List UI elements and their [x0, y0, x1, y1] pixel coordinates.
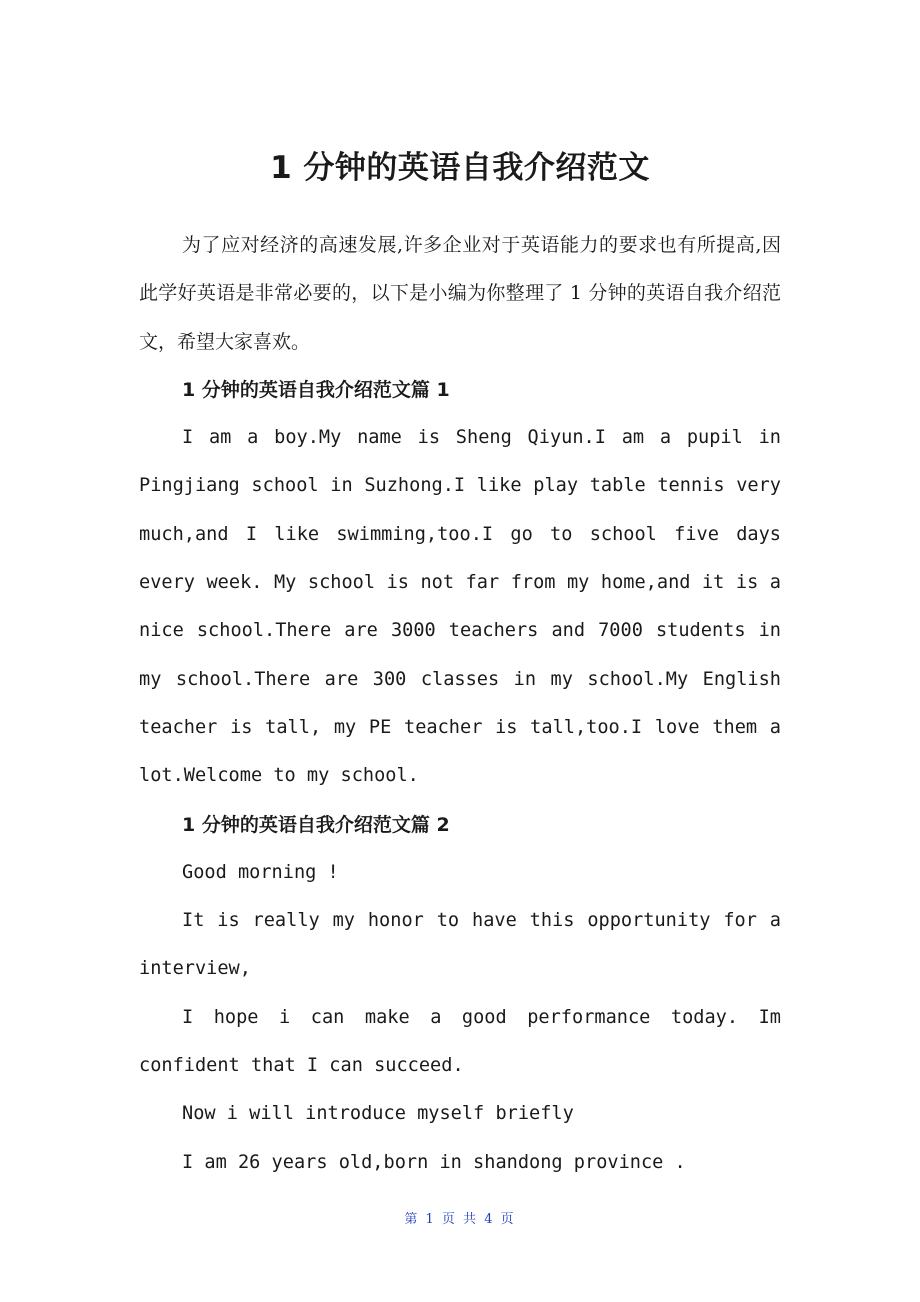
- document-body: [139, 221, 781, 1187]
- section-2-paragraph-2: It is really my honor to have this opportunity for a interview,: [139, 910, 781, 980]
- section-2-paragraph-3: I hope i can make a good performance today. Im confident that I can succeed.: [139, 1006, 781, 1077]
- section-2-heading: 1 分钟的英语自我介绍范文篇 2: [182, 813, 450, 836]
- section-1-heading: 1 分钟的英语自我介绍范文篇 1: [182, 378, 450, 401]
- section-2-paragraph-4: Now i will introduce myself briefly: [182, 1103, 574, 1125]
- section-2-paragraph-5: I am 26 years old,born in shandong province .: [182, 1151, 686, 1173]
- page-number-footer: 第 1 页 共 4 页: [404, 1212, 516, 1227]
- section-1-body: I am a boy.My name is Sheng Qiyun.I am a pupil in Pingjiang school in Suzhong.I like play table tennis very much,and I like swimming,too.I go to school five days every week. My school is not far from my home,and it is a nice school.There are 3000 teachers and 7000 students in my school.There are 300 classes in my school.My English teacher is tall, my PE teacher is tall,too.I love them a lot.Welcome to my school.: [139, 427, 781, 787]
- section-2-paragraph-1: Good morning !: [182, 861, 339, 883]
- document-title: 1 分钟的英语自我介绍范文: [270, 150, 650, 186]
- intro-paragraph: 为了应对经济的高速发展,许多企业对于英语能力的要求也有所提高,因此学好英语是非常必要的，以下是小编为你整理了 1 分钟的英语自我介绍范文，希望大家喜欢。: [139, 234, 781, 353]
